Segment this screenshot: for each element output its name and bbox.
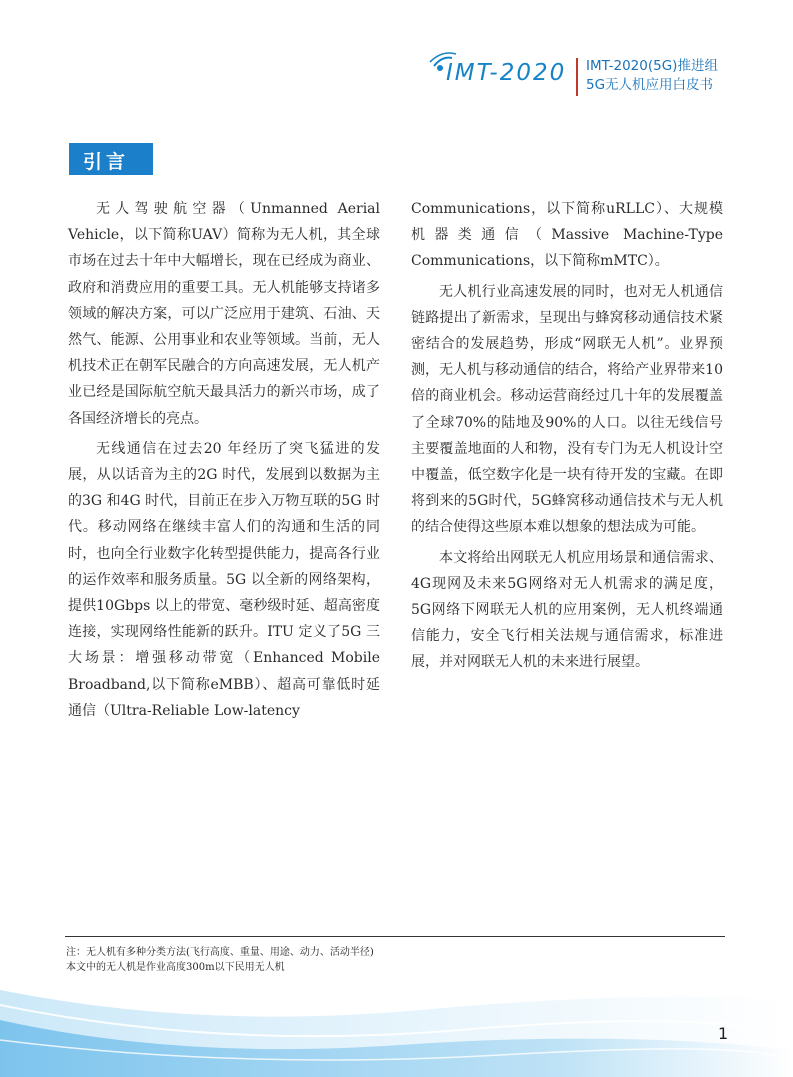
header-divider	[576, 58, 578, 96]
footnote-line: 本文中的无人机是作业高度300m以下民用无人机	[66, 962, 285, 973]
paragraph: 无线通信在过去20 年经历了突飞猛进的发展，从以话音为主的2G 时代，发展到以数据为主的3G 和4G 时代，目前正在步入万物互联的5G 时代。移动网络在继续丰富人们的沟通和生活的同时，也向全行业数字化转型提供能力，提高各行业的运作效率和服务质量。5G 以全新的网络架构，提供10Gbps 以上的带宽、毫秒级时延、超高密度连接，实现网络性能新的跃升。ITU 定义了5G 三大场景：增强移动带宽（Enhanced Mobile Broadband,以下简称eMBB）、超高可靠低时延通信（Ultra-Reliable Low-latency	[68, 440, 380, 719]
page-header	[0, 0, 793, 110]
footnote-line: 注：无人机有多种分类方法(飞行高度、重量、用途、动力、活动半径)	[66, 947, 374, 958]
paragraph-continuation: Communications，以下简称uRLLC）、大规模机器类通信（Massive Machine-Type Communications，以下简称mMTC）。	[411, 201, 723, 270]
paragraph: 本文将给出网联无人机应用场景和通信需求、4G现网及未来5G网络对无人机需求的满足度，5G网络下网联无人机的应用案例，无人机终端通信能力，安全飞行相关法规与通信需求，标准进展，并对网联无人机的未来进行展望。	[411, 549, 723, 671]
section-title: 引言	[83, 151, 130, 173]
footnote-rule	[65, 936, 725, 937]
right-column	[411, 196, 723, 680]
page-number: 1	[718, 1024, 729, 1043]
header-title-line1: IMT-2020(5G)推进组	[586, 58, 718, 74]
left-column	[68, 196, 380, 728]
logo-text: IMT-2020	[446, 60, 567, 86]
paragraph: 无人驾驶航空器（Unmanned Aerial Vehicle，以下简称UAV）简称为无人机，其全球市场在过去十年中大幅增长，现在已经成为商业、政府和消费应用的重要工具。无人机能够支持诸多领域的解决方案，可以广泛应用于建筑、石油、天然气、能源、公用事业和农业等领域。当前，无人机技术正在朝军民融合的方向高速发展，无人机产业已经是国际航空航天最具活力的新兴市场，成了各国经济增长的亮点。	[68, 201, 380, 427]
paragraph: 无人机行业高速发展的同时，也对无人机通信链路提出了新需求，呈现出与蜂窝移动通信技术紧密结合的发展趋势，形成“网联无人机”。业界预测，无人机与移动通信的结合，将给产业界带来10倍的商业机会。移动运营商经过几十年的发展覆盖了全球70%的陆地及90%的人口。以往无线信号主要覆盖地面的人和物，没有专门为无人机设计空中覆盖，低空数字化是一块有待开发的宝藏。在即将到来的5G时代，5G蜂窝移动通信技术与无人机的结合使得这些原本难以想象的想法成为可能。	[411, 283, 723, 536]
header-title	[586, 57, 718, 95]
header-title-line2: 5G无人机应用白皮书	[586, 77, 714, 93]
decorative-wave-icon	[0, 950, 793, 1077]
